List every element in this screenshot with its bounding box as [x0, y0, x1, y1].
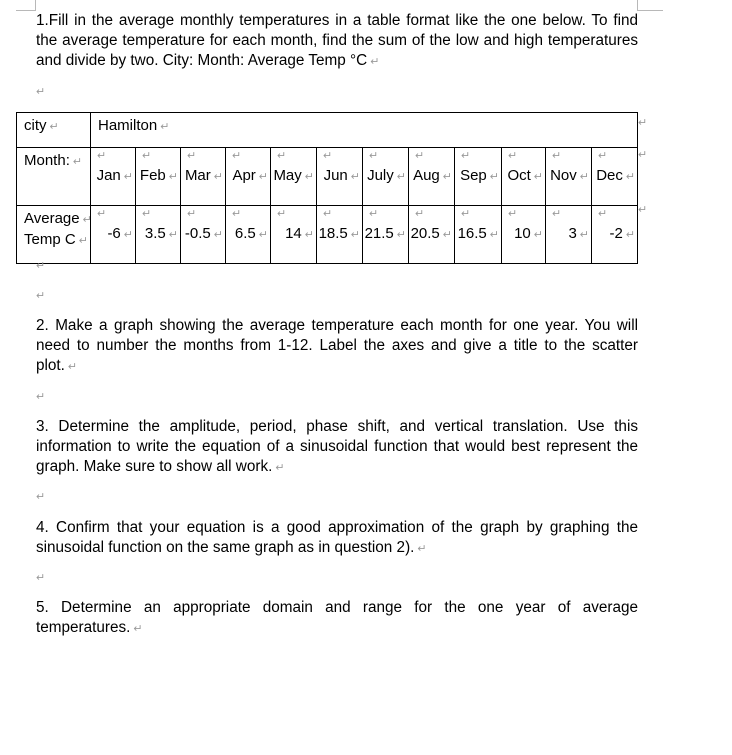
temp-value: 20.5 ↵	[410, 225, 452, 242]
table-row-months	[17, 148, 638, 206]
temp-cell[interactable]: ↵ 18.5 ↵	[317, 206, 363, 264]
month-label: Jan ↵	[96, 167, 133, 184]
paragraph-mark-icon: ↵	[36, 572, 46, 584]
temp-cell[interactable]: ↵ 6.5 ↵	[226, 206, 271, 264]
month-label: July ↵	[367, 167, 406, 184]
month-cell[interactable]: ↵ Feb ↵	[136, 148, 181, 206]
cell-mark-icon: ↵	[160, 121, 170, 133]
month-label: Oct ↵	[507, 167, 543, 184]
month-label: Sep ↵	[460, 167, 499, 184]
avg-temp-label-cell[interactable]: Average ↵ Temp C ↵	[17, 206, 91, 264]
month-cell[interactable]: ↵ Sep ↵	[455, 148, 502, 206]
question-4: 4. Confirm that your equation is a good approximation of the graph by graphing the sinusoidal function on the same graph as in question 2). ↵	[36, 519, 638, 556]
temp-cell[interactable]: ↵ -2 ↵	[592, 206, 638, 264]
question-2: 2. Make a graph showing the average temperature each month for one year. You will need to number the months from 1-12. Label the axes and give a title to the scatter plot. ↵	[36, 317, 638, 374]
month-label: Mar ↵	[184, 167, 223, 184]
paragraph-mark-icon: ↵	[370, 56, 380, 68]
temp-cell[interactable]: ↵ 20.5 ↵	[409, 206, 455, 264]
row-end-mark-icon: ↵	[638, 117, 648, 129]
temp-value: 6.5 ↵	[234, 225, 268, 242]
month-cell[interactable]: ↵ July ↵	[363, 148, 409, 206]
temperature-table	[16, 112, 638, 264]
paragraph-mark-icon: ↵	[36, 260, 46, 272]
temp-cell[interactable]: ↵ 10 ↵	[502, 206, 546, 264]
paragraph-mark-icon: ↵	[417, 543, 427, 555]
month-cell[interactable]: ↵ Jan ↵	[91, 148, 136, 206]
temp-cell[interactable]: ↵ 16.5 ↵	[455, 206, 502, 264]
temp-value: 21.5 ↵	[364, 225, 406, 242]
page-corner-mark-right	[637, 0, 663, 11]
cell-mark-icon: ↵	[72, 156, 83, 168]
page-corner-mark-left	[16, 0, 36, 11]
temp-value: 16.5 ↵	[457, 225, 499, 242]
temp-cell[interactable]: ↵ -0.5 ↵	[181, 206, 226, 264]
month-label-cell[interactable]: Month: ↵	[17, 148, 91, 206]
paragraph-mark-icon: ↵	[36, 491, 46, 503]
table-row-city	[17, 113, 638, 148]
temp-cell[interactable]: ↵ 3 ↵	[546, 206, 592, 264]
month-cell[interactable]: ↵ Mar ↵	[181, 148, 226, 206]
city-label-cell[interactable]: city ↵	[17, 113, 91, 148]
temp-value: 10 ↵	[514, 225, 543, 242]
city-value-cell[interactable]: Hamilton ↵	[91, 113, 638, 148]
month-label: Jun ↵	[323, 167, 360, 184]
month-label: Nov ↵	[550, 167, 589, 184]
month-cell[interactable]: ↵ Dec ↵	[592, 148, 638, 206]
month-label: Aug ↵	[413, 167, 452, 184]
cell-mark-icon: ↵	[49, 121, 59, 133]
temp-cell[interactable]: ↵ 21.5 ↵	[363, 206, 409, 264]
paragraph-mark-icon: ↵	[36, 391, 46, 403]
temp-value: -2 ↵	[609, 225, 636, 242]
temp-value: -6 ↵	[107, 225, 133, 242]
question-1: 1.Fill in the average monthly temperatures in a table format like the one below. To find the average temperature for each month, find the sum of the low and high temperatures and divide by two. City: Month: Average Temp °C ↵	[36, 12, 638, 69]
temp-value: 3 ↵	[568, 225, 589, 242]
temp-cell[interactable]: ↵ 3.5 ↵	[136, 206, 181, 264]
question-5: 5. Determine an appropriate domain and range for the one year of average temperatures. ↵	[36, 599, 638, 636]
month-cell[interactable]: ↵ May ↵	[271, 148, 317, 206]
month-cell[interactable]: ↵ Apr ↵	[226, 148, 271, 206]
temp-value: 18.5 ↵	[318, 225, 360, 242]
row-end-mark-icon: ↵	[638, 204, 648, 216]
temp-cell[interactable]: ↵ 14 ↵	[271, 206, 317, 264]
month-cell[interactable]: ↵ Nov ↵	[546, 148, 592, 206]
paragraph-mark-icon: ↵	[275, 462, 285, 474]
month-label: Feb ↵	[139, 167, 178, 184]
month-label: Dec ↵	[596, 167, 636, 184]
paragraph-mark-icon: ↵	[36, 290, 46, 302]
paragraph-mark-icon: ↵	[36, 86, 46, 98]
table-row-temps	[17, 206, 638, 264]
month-cell[interactable]: ↵ Aug ↵	[409, 148, 455, 206]
month-label: May ↵	[273, 167, 314, 184]
temp-value: 14 ↵	[285, 225, 314, 242]
month-label: Apr ↵	[232, 167, 268, 184]
question-3: 3. Determine the amplitude, period, phase shift, and vertical translation. Use this information to write the equation of a sinusoidal function that would best represent the graph. Make sure to show all work. ↵	[36, 418, 638, 475]
month-cell[interactable]: ↵ Jun ↵	[317, 148, 363, 206]
temp-value: 3.5 ↵	[144, 225, 178, 242]
temp-cell[interactable]: ↵ -6 ↵	[91, 206, 136, 264]
temp-value: -0.5 ↵	[184, 225, 223, 242]
row-end-mark-icon: ↵	[638, 149, 648, 161]
paragraph-mark-icon: ↵	[133, 623, 143, 635]
paragraph-mark-icon: ↵	[67, 361, 78, 373]
month-cell[interactable]: ↵ Oct ↵	[502, 148, 546, 206]
